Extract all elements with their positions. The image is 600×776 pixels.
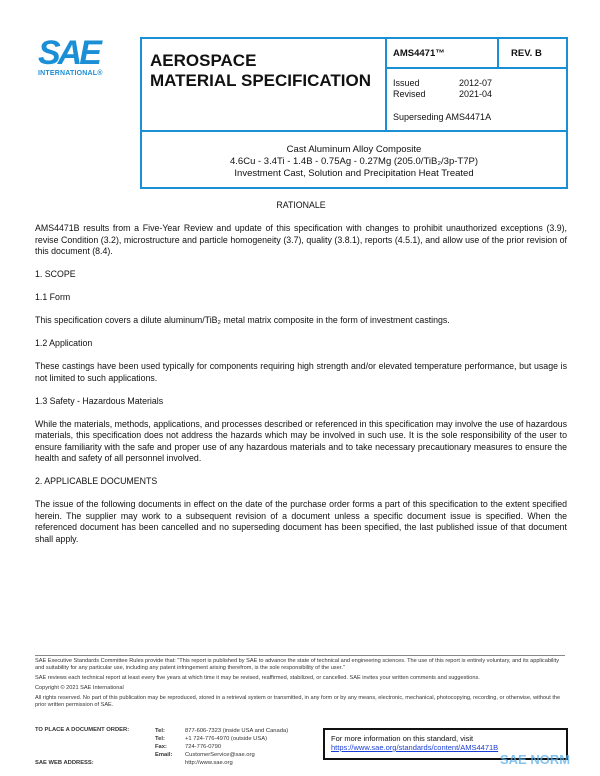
contact-key: Fax: [155, 744, 167, 750]
section-safety: 1.3 Safety - Hazardous Materials [35, 395, 164, 406]
application-text: These castings have been used typically for components requiring high strength and/or elevated temperature performance, but usage is not limited to such applications. [35, 361, 567, 383]
section-applicable-documents: 2. APPLICABLE DOCUMENTS [35, 476, 158, 486]
superseding: Superseding AMS4471A [393, 112, 492, 122]
rationale-heading: RATIONALE [276, 200, 326, 210]
title-cell [142, 39, 387, 132]
logo-subtitle: INTERNATIONAL® [38, 70, 103, 77]
contact-list [155, 727, 288, 767]
logo-mark: SAE [38, 34, 99, 72]
subject-line-3: Investment Cast, Solution and Precipitation Heat Treated [234, 168, 474, 179]
contact-value: 724-776-0790 [185, 744, 222, 750]
footer-divider [35, 655, 565, 656]
rationale-text: AMS4471B results from a Five-Year Review and update of this specification with changes to prohibit unauthorized exceptions (3.9), revise Condition (3.2), microstructure and particle homogeneity (3.7), quality (3.8.1), reports (4.5.1), and allow use of the prior revision of this document (8.4). [35, 223, 567, 256]
watermark: SAE NORM [500, 752, 571, 767]
footer-review: SAE reviews each technical report at least every five years at which time it may be revised, reaffirmed, stabilized, or cancelled. SAE invites your written comments and suggestions. [35, 675, 480, 681]
contact-row [155, 759, 288, 767]
issued-label: Issued [393, 78, 420, 88]
footer-rights: All rights reserved. No part of this publication may be reproduced, stored in a retrieval system or transmitted, in any form or by any means, electronic, mechanical, photocopying, recording, or otherwise, without the prior written permission of SAE. [35, 695, 561, 708]
web-address-link[interactable]: http://www.sae.org [185, 760, 233, 766]
contact-value: +1 724-776-4970 (outside USA) [185, 736, 268, 742]
sae-logo [38, 34, 128, 77]
contact-key: Tel: [155, 728, 165, 734]
document-subject [142, 132, 566, 180]
document-body [35, 200, 567, 557]
contact-key: Tel: [155, 736, 165, 742]
document-number: AMS4471™ [387, 39, 499, 69]
web-label: SAE WEB ADDRESS: [35, 760, 94, 766]
footer-rules: SAE Executive Standards Committee Rules provide that: “This report is published by SAE to advance the state of technical and engineering sciences. The use of this report is entirely voluntary, and its applicability and suitability for any particular use, including any patent infringement arising therefrom, is the sole responsibility of the user.” [35, 658, 560, 671]
contact-email[interactable]: CustomerService@sae.org [185, 752, 255, 758]
contact-row [155, 743, 288, 751]
revised-label: Revised [393, 89, 426, 99]
contact-row [155, 727, 288, 735]
order-label: TO PLACE A DOCUMENT ORDER: [35, 727, 130, 733]
contact-key: Email: [155, 752, 173, 758]
standard-link[interactable]: https://www.sae.org/standards/content/AMS4471B [331, 743, 499, 752]
footer-copyright: Copyright © 2021 SAE International [35, 685, 124, 691]
subject-line-1: Cast Aluminum Alloy Composite [286, 144, 422, 155]
section-scope: 1. SCOPE [35, 269, 76, 279]
section-form: 1.1 Form [35, 292, 71, 302]
dates-cell [387, 69, 566, 132]
revision: REV. B [499, 39, 566, 69]
contact-row [155, 735, 288, 743]
safety-text: While the materials, methods, applications, and processes described or referenced in this specification may involve the use of hazardous materials, this specification does not address the hazards which may be involved in such use. It is the sole responsibility of the user to ensure familiarity with the safe and proper use of any hazardous materials and to take necessary precautionary measures to ensure the health and safety of all personnel involved. [35, 418, 568, 463]
contact-value: 877-606-7323 (inside USA and Canada) [185, 728, 289, 734]
form-text: This specification covers a dilute aluminum/TiB₂ metal matrix composite in the form of investment castings. [35, 315, 450, 325]
contact-row [155, 751, 288, 759]
applicable-documents-text: The issue of the following documents in effect on the date of the purchase order forms a part of this specification to the extent specified herein. The supplier may work to a subsequent revision of a document unless a specific document issue is specified. When the referenced document has been cancelled and no superseding document has been specified, the last published issue of that document shall apply. [35, 499, 567, 544]
section-application: 1.2 Application [35, 338, 93, 348]
more-info-text: For more information on this standard, visit [331, 734, 474, 743]
title-line-1: AEROSPACE [150, 51, 257, 70]
revised-value: 2021-04 [459, 89, 493, 99]
footer-notice [35, 658, 567, 712]
subject-line-2: 4.6Cu - 3.4Ti - 1.4B - 0.75Ag - 0.27Mg (205.0/TiB₂/3p-T7P) [230, 156, 478, 167]
document-type-title [150, 51, 371, 91]
title-line-2: MATERIAL SPECIFICATION [150, 71, 371, 90]
document-header [140, 37, 568, 189]
issued-value: 2012-07 [459, 78, 493, 88]
